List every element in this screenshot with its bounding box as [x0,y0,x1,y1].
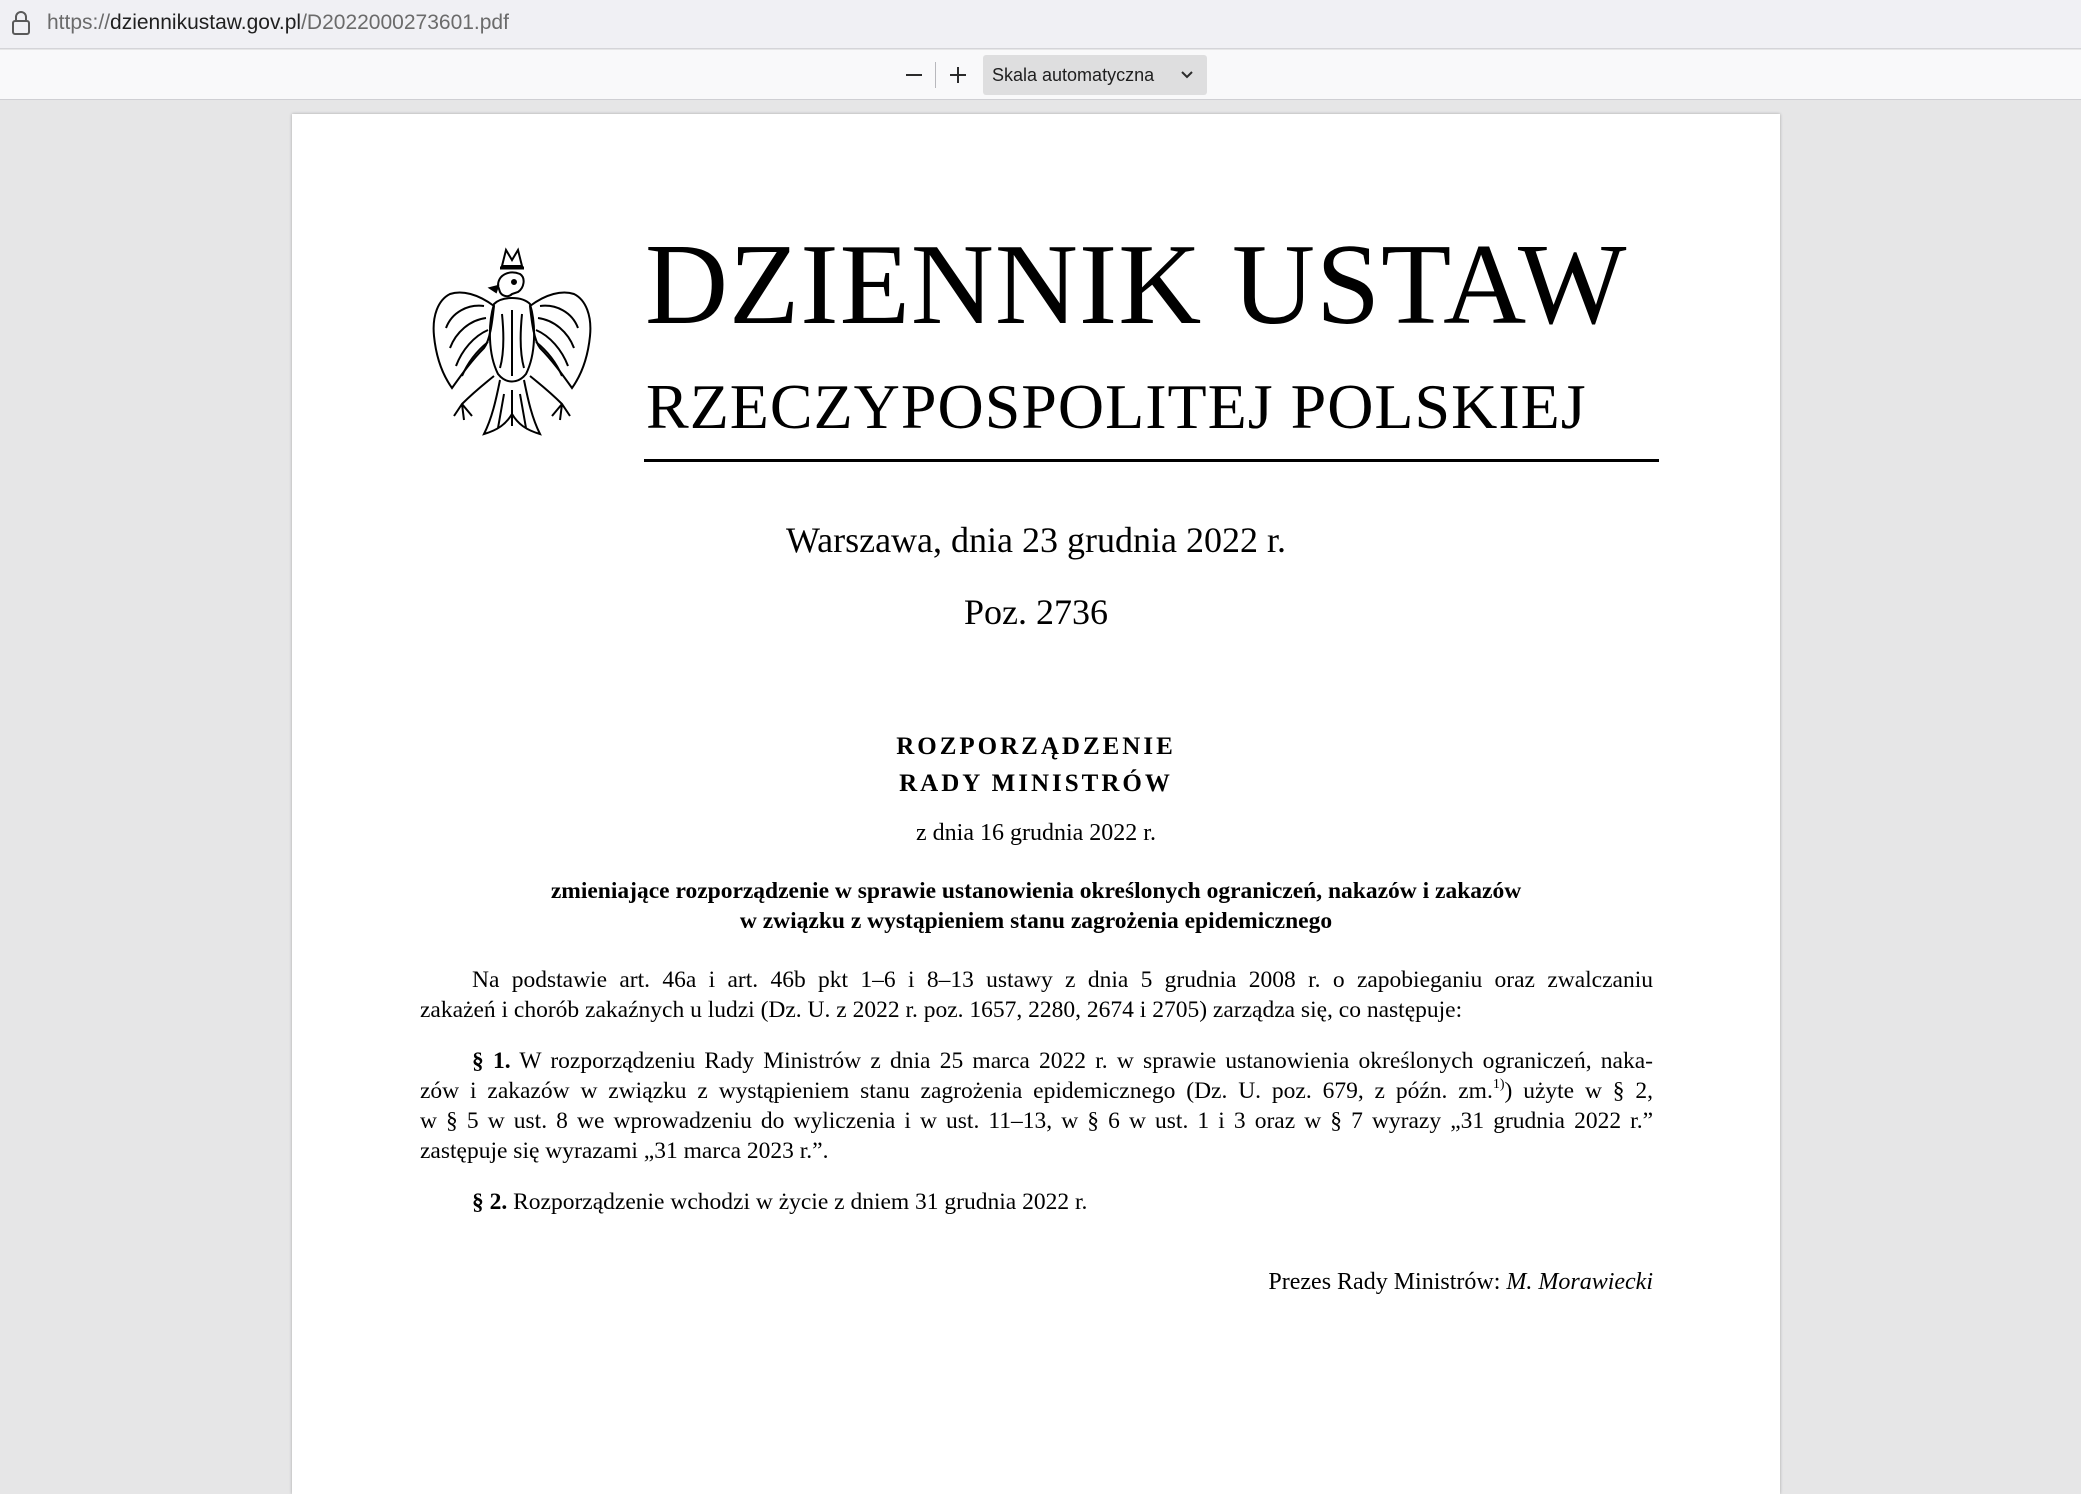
header-divider [644,459,1659,462]
section-2-text: Rozporządzenie wchodzi w życie z dniem 31 grudnia 2022 r. [507,1189,1088,1215]
section-1-marker: § 1. [472,1048,511,1074]
pdf-toolbar [0,50,2081,100]
section-1-line-2b: ) użyte w § 2, [1504,1078,1654,1104]
position-number: Poz. 2736 [964,592,1108,632]
section-2-marker: § 2. [472,1189,508,1215]
zoom-out-button[interactable] [896,58,932,92]
pdf-page [292,114,1780,1494]
polish-eagle-emblem-icon [428,244,596,450]
subject-line-1: zmieniające rozporządzenie w sprawie ustanowienia określonych ograniczeń, nakazów i zakazów [550,878,1522,904]
address-bar[interactable] [0,0,2081,49]
url-scheme: https:// [47,11,111,34]
signature-name: M. Morawiecki [1506,1269,1653,1295]
section-1-line-3: w § 5 w ust. 8 we wprowadzeniu do wyliczenia i w ust. 11–13, w § 6 w ust. 1 i 3 oraz w § 7 wyrazy „31 grudnia 2022 r.” [420,1108,1653,1134]
signature-title: Prezes Rady Ministrów: [1268,1269,1507,1295]
url-text[interactable] [47,10,509,36]
zoom-scale-select[interactable] [983,55,1207,95]
place-date: Warszawa, dnia 23 grudnia 2022 r. [786,520,1286,560]
toolbar-separator [935,62,936,88]
url-host: dziennikustaw.gov.pl [110,11,302,34]
journal-subtitle: RZECZYPOSPOLITEJ POLSKIEJ [646,371,1587,442]
preamble-paragraph [420,965,1653,1025]
section-2-paragraph [420,1187,1653,1217]
preamble-line-2: zakażeń i chorób zakaźnych u ludzi (Dz. U. z 2022 r. poz. 1657, 2280, 2674 i 2705) zarządza się, co następuje: [420,997,1463,1023]
zoom-scale-value: Skala automatyczna [992,65,1155,85]
section-1-line-4: zastępuje się wyrazami „31 marca 2023 r.”. [420,1138,829,1164]
section-1-line-1: W rozporządzeniu Rady Ministrów z dnia 25 marca 2022 r. w sprawie ustanowienia określonych ograniczeń, naka- [510,1048,1653,1074]
preamble-line-1: Na podstawie art. 46a i art. 46b pkt 1–6 i 8–13 ustawy z dnia 5 grudnia 2008 r. o zapobieganiu oraz zwalczaniu [472,967,1653,993]
chevron-down-icon [1179,67,1195,83]
document-type: ROZPORZĄDZENIE [896,733,1176,760]
subject-line-2: w związku z wystąpieniem stanu zagrożenia epidemicznego [739,908,1333,934]
journal-title: DZIENNIK USTAW [645,221,1628,348]
document-date: z dnia 16 grudnia 2022 r. [916,820,1156,846]
document-issuer: RADY MINISTRÓW [899,770,1173,797]
signature [1192,1266,1653,1298]
section-1-line-2a: zów i zakazów w związku z wystąpieniem stanu zagrożenia epidemicznego (Dz. U. poz. 679, z późn. zm. [420,1078,1493,1104]
section-1-paragraph [420,1046,1653,1166]
lock-icon[interactable] [10,10,32,36]
footnote-reference[interactable]: 1) [1492,1077,1505,1092]
url-path: /D2022000273601.pdf [301,11,509,34]
zoom-in-button[interactable] [940,58,976,92]
